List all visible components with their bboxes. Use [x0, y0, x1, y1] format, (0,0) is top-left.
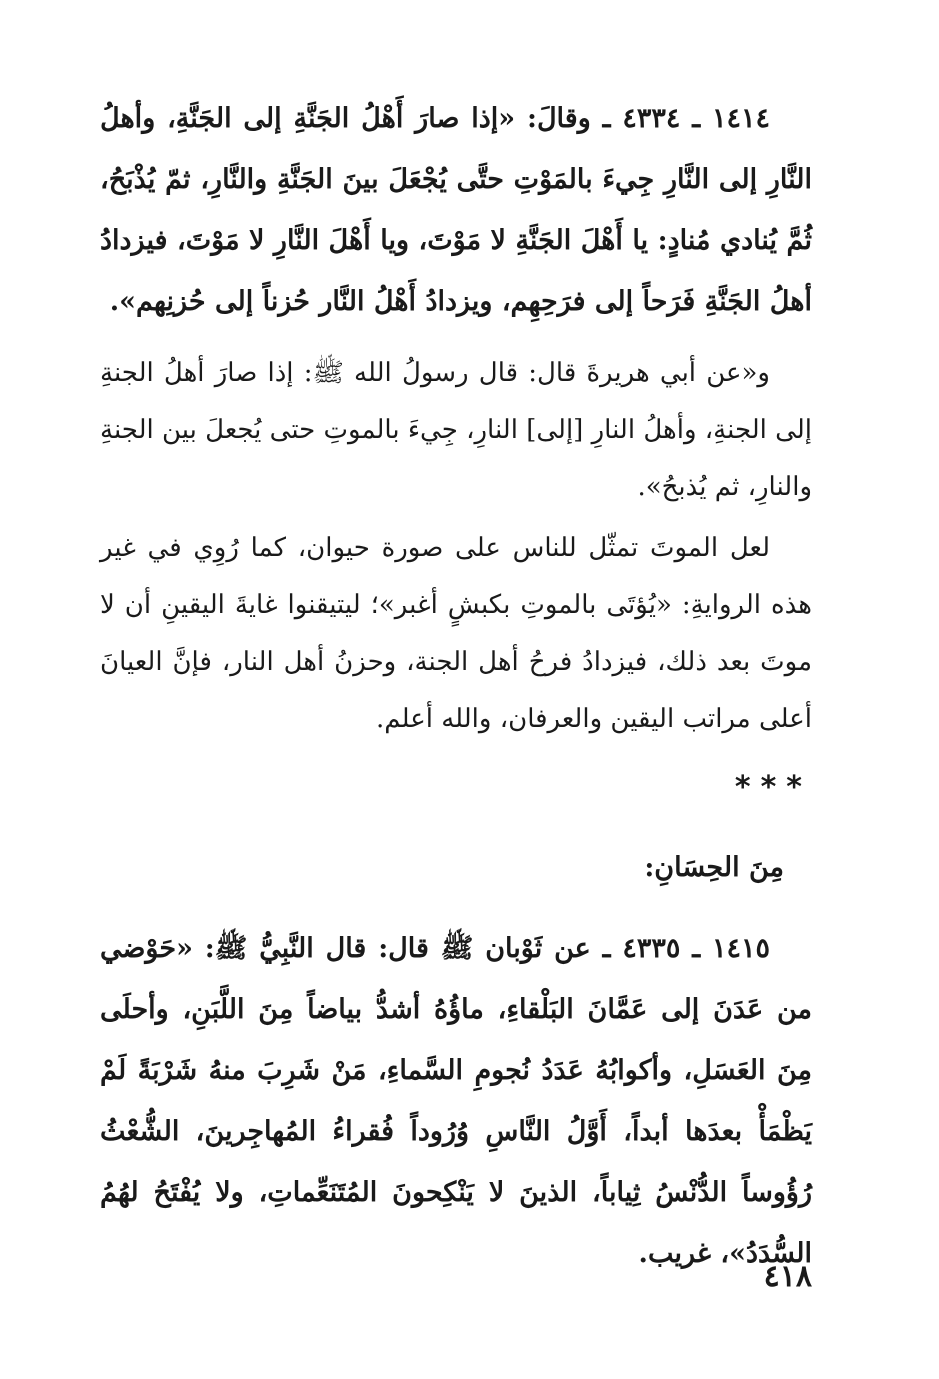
- hadith-1414-paragraph: ١٤١٤ ـ ٤٣٣٤ ـ وقالَ: «إذا صارَ أَهْلُ الجَنَّةِ إلى الجَنَّةِ، وأهلُ النَّارِ إلى النَّارِ جِيءَ بالمَوْتِ حتَّى يُجْعَلَ بينَ الجَنَّةِ والنَّارِ، ثمّ يُذْبَحُ، ثُمَّ يُنادي مُنادٍ: يا أَهْلَ الجَنَّةِ لا مَوْتَ، ويا أَهْلَ النَّارِ لا مَوْتَ، فيزدادُ أهلُ الجَنَّةِ فَرَحاً إلى فرَحِهِم، ويزدادُ أَهْلُ النَّار حُزناً إلى حُزنِهم».: [100, 103, 812, 317]
- hadith-1415-paragraph: ١٤١٥ ـ ٤٣٣٥ ـ عن ثَوْبان ﷺ قال: قال النَّبِيُّ ﷺ: «حَوْضي من عَدَنَ إلى عَمَّانَ البَلْقاءِ، ماؤُهُ أشدُّ بياضاً مِنَ اللَّبَنِ، وأحلَى مِنَ العَسَلِ، وأكوابُهُ عَدَدُ نُجومِ السَّماءِ، مَنْ شَرِبَ منهُ شَرْبَةً لَمْ يَظْمَأْ بعدَها أبداً، أَوَّلُ النَّاسِ وُرُوداً فُقراءُ المُهاجِرينَ، الشُّعْثُ رُؤُوساً الدُّنْسُ ثِياباً، الذينَ لا يَنْكِحونَ المُتَنَعِّماتِ، ولا يُفْتَحُ لهُمُ السُّدَدُ»، غريب.: [100, 933, 812, 1269]
- commentary-abu-hurayra-paragraph: و«عن أبي هريرةَ قال: قال رسولُ الله ﷺ: إذا صارَ أهلُ الجنةِ إلى الجنةِ، وأهلُ النارِ [إلى] النارِ، جِيءَ بالموتِ حتى يُجعلَ بين الجنةِ والنارِ، ثم يُذبحُ».: [100, 358, 812, 502]
- commentary-explanation-paragraph: لعل الموتَ تمثّل للناس على صورة حيوان، كما رُوِي في غير هذه الروايةِ: «يُؤتَى بالموتِ بكبشٍ أغبر»؛ ليتيقنوا غايةَ اليقينِ أن لا موتَ بعد ذلك، فيزدادُ فرحُ أهل الجنة، وحزنُ أهل النار، فإنَّ العيانَ أعلى مراتب اليقين والعرفان، والله أعلم.: [100, 533, 812, 734]
- book-page: [100, 0, 812, 1379]
- section-heading-min-al-hisan: مِنَ الحِسَانِ:: [644, 852, 784, 883]
- section-separator: ***: [734, 770, 812, 805]
- page-number: ٤١٨: [763, 1259, 812, 1294]
